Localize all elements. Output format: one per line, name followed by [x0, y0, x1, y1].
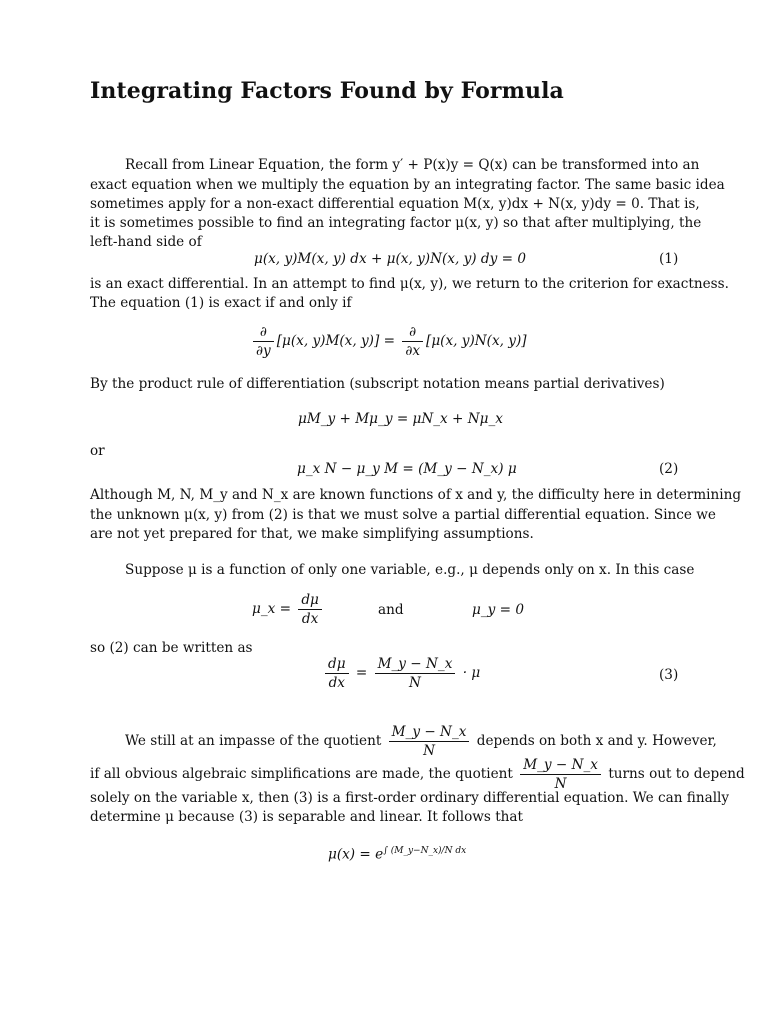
- paragraph-7-line-2: if all obvious algebraic simplifications are made, the quotient $\frac{M\_y - N\_x}{N}$ turns out to depend: [90, 757, 745, 792]
- product-rule-equation: μM_y + Mμ_y = μN_x + Nμ_x: [298, 411, 503, 427]
- paragraph-6: so (2) can be written as: [90, 640, 253, 656]
- exponent-integral: ∫ (M_y−N_x)/N dx: [383, 846, 467, 856]
- paragraph-1-line-5: left-hand side of: [90, 234, 202, 250]
- exactness-rhs: [μ(x, y)N(x, y)]: [426, 333, 527, 349]
- eq3-right-fraction: $\frac{M\_y - N\_x}{N}$: [375, 656, 456, 691]
- page-title: Integrating Factors Found by Formula: [90, 78, 564, 104]
- paragraph-4-line-3: are not yet prepared for that, we make simplifying assumptions.: [90, 526, 534, 542]
- equation-3-number: (3): [659, 667, 679, 683]
- quotient-fraction-1: $\frac{M\_y - N\_x}{N}$: [389, 724, 470, 759]
- paragraph-7-line-4: determine μ because (3) is separable and linear. It follows that: [90, 809, 523, 825]
- and-word: and: [378, 602, 404, 618]
- equation-1: μ(x, y)M(x, y) dx + μ(x, y)N(x, y) dy = 0: [254, 251, 526, 267]
- eq3-left-fraction: $\frac{d\mu}{dx}$: [325, 656, 349, 691]
- paragraph-4-line-1: Although M, N, M_y and N_x are known functions of x and y, the difficulty here in determining: [90, 487, 742, 503]
- paragraph-1-line-3: sometimes apply for a non-exact differential equation M(x, y)dx + N(x, y)dy = 0. That is,: [90, 196, 700, 212]
- paragraph-5: Suppose μ is a function of only one variable, e.g., μ depends only on x. In this case: [125, 562, 695, 578]
- integrating-factor-formula: $\mu(x) = e^{\int (M\_y-N\_x)/N dx}$: [328, 846, 467, 863]
- paragraph-1-line-4: it is sometimes possible to find an integrating factor μ(x, y) so that after multiplying, the: [90, 215, 702, 231]
- paragraph-4-line-2: the unknown μ(x, y) from (2) is that we must solve a partial differential equation. Since we: [90, 507, 716, 523]
- equation-2-number: (2): [659, 461, 679, 477]
- partial-x-fraction: $\frac{\partial}{\partial x}$: [402, 324, 423, 359]
- paragraph-1-line-1: Recall from Linear Equation, the form y′ + P(x)y = Q(x) can be transformed into an: [125, 157, 700, 173]
- exactness-lhs: [μ(x, y)M(x, y)]: [276, 333, 380, 349]
- paragraph-3: By the product rule of differentiation (subscript notation means partial derivatives): [90, 376, 665, 392]
- paragraph-7-line-3: solely on the variable x, then (3) is a first-order ordinary differential equation. We can finally: [90, 790, 730, 806]
- paragraph-1-line-2: exact equation when we multiply the equation by an integrating factor. The same basic idea: [90, 177, 725, 193]
- dmu-dx-fraction: $\frac{d\mu}{dx}$: [298, 592, 322, 627]
- equation-3: $\frac{d\mu}{dx}$ = $\frac{M\_y - N\_x}{N}$ · μ: [322, 656, 480, 691]
- quotient-fraction-2: $\frac{M\_y - N\_x}{N}$: [520, 757, 601, 792]
- paragraph-2-line-1: is an exact differential. In an attempt to find μ(x, y), we return to the criterion for exactness.: [90, 276, 729, 292]
- mu-y-equation: μ_y = 0: [472, 602, 524, 618]
- paragraph-2-line-2: The equation (1) is exact if and only if: [90, 295, 352, 311]
- mu-x-equation: μ_x = $\frac{d\mu}{dx}$: [252, 592, 325, 627]
- or-word: or: [90, 443, 105, 459]
- equation-1-number: (1): [659, 251, 679, 267]
- partial-y-fraction: $\frac{\partial}{\partial y}$: [253, 324, 274, 359]
- equation-2: μ_x N − μ_y M = (M_y − N_x) μ: [297, 461, 517, 477]
- exactness-equation: $\frac{\partial}{\partial y}$ [μ(x, y)M(x, y)] = $\frac{\partial}{\partial x}$ [μ(x, y)N(x, y)]: [250, 324, 527, 359]
- paragraph-7-line-1: We still at an impasse of the quotient $\frac{M\_y - N\_x}{N}$ depends on both x and y. However,: [125, 724, 717, 759]
